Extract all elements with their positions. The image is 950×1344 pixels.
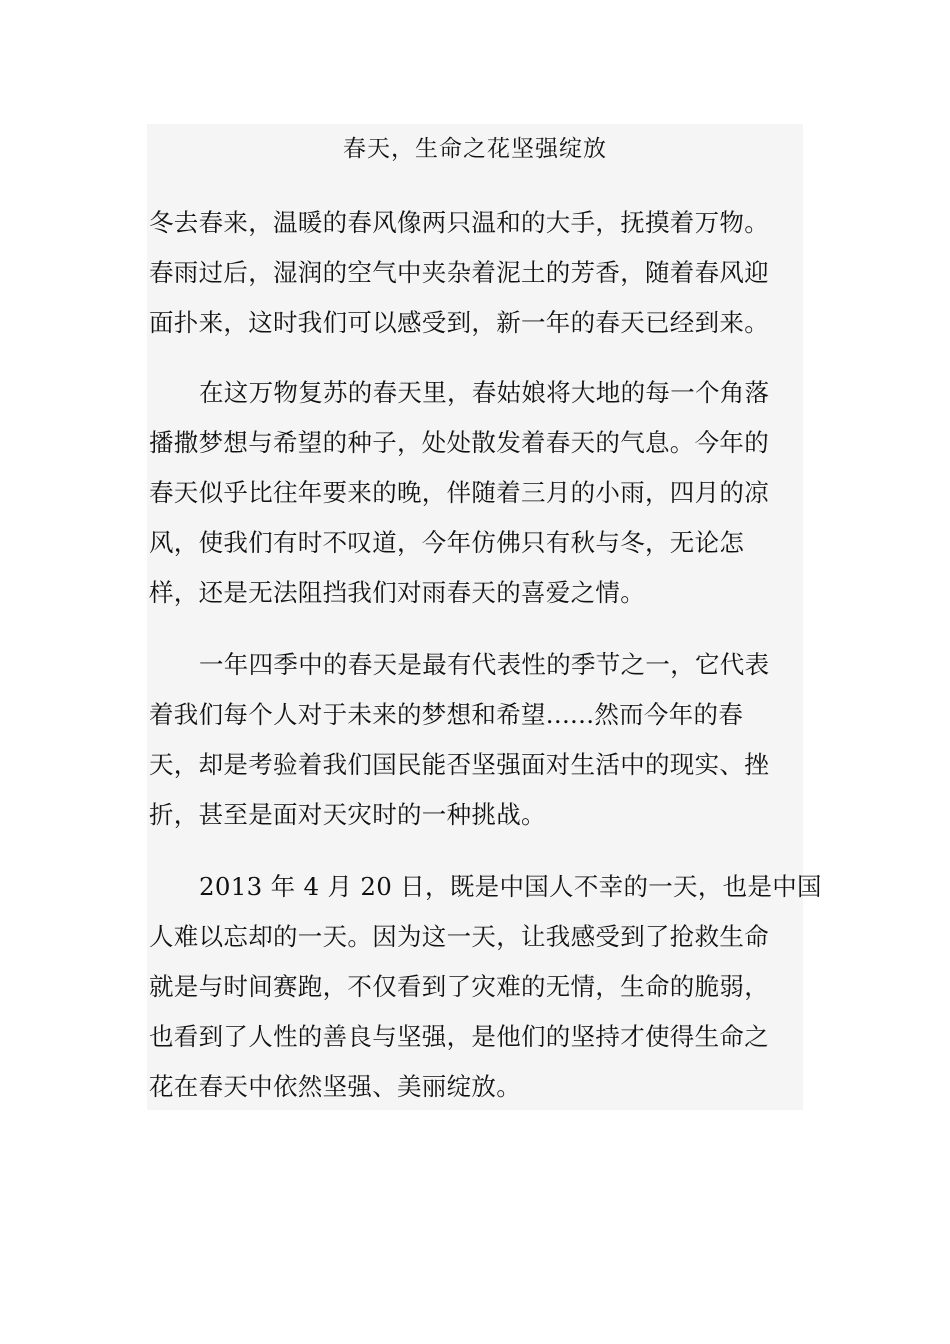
paragraph-1-line-2: 春雨过后，湿润的空气中夹杂着泥土的芳香，随着春风迎 (149, 258, 769, 287)
paragraph-4-line-3: 就是与时间赛跑，不仅看到了灾难的无情，生命的脆弱， (149, 972, 769, 1001)
paragraph-3-line-4: 折，甚至是面对天灾时的一种挑战。 (149, 800, 546, 829)
paragraph-2-line-2: 播撒梦想与希望的种子，处处散发着春天的气息。今年的 (149, 428, 769, 457)
paragraph-4-line-4: 也看到了人性的善良与坚强，是他们的坚持才使得生命之 (149, 1022, 769, 1051)
paragraph-2-line-5: 样，还是无法阻挡我们对雨春天的喜爱之情。 (149, 578, 645, 607)
paragraph-4-line-2: 人难以忘却的一天。因为这一天，让我感受到了抢救生命 (149, 922, 769, 951)
paragraph-1-line-3: 面扑来，这时我们可以感受到，新一年的春天已经到来。 (149, 308, 769, 337)
paragraph-4-line-1: 2013 年 4 月 20 日，既是中国人不幸的一天，也是中国 (199, 872, 822, 901)
article-body (147, 124, 822, 1110)
paragraph-2-line-4: 风，使我们有时不叹道，今年仿佛只有秋与冬，无论怎 (149, 528, 745, 557)
paragraph-3-line-2: 着我们每个人对于未来的梦想和希望......然而今年的春 (149, 700, 744, 729)
paragraph-1-line-1: 冬去春来，温暖的春风像两只温和的大手，抚摸着万物。 (149, 208, 769, 237)
paragraph-3-line-3: 天，却是考验着我们国民能否坚强面对生活中的现实、挫 (149, 750, 769, 779)
paragraph-4-line-5: 花在春天中依然坚强、美丽绽放。 (149, 1072, 521, 1101)
paragraph-2-line-1: 在这万物复苏的春天里，春姑娘将大地的每一个角落 (199, 378, 770, 407)
paragraph-2-line-3: 春天似乎比往年要来的晚，伴随着三月的小雨，四月的凉 (149, 478, 769, 507)
paragraph-3-line-1: 一年四季中的春天是最有代表性的季节之一，它代表 (199, 650, 770, 679)
article-title: 春天，生命之花坚强绽放 (343, 136, 607, 162)
